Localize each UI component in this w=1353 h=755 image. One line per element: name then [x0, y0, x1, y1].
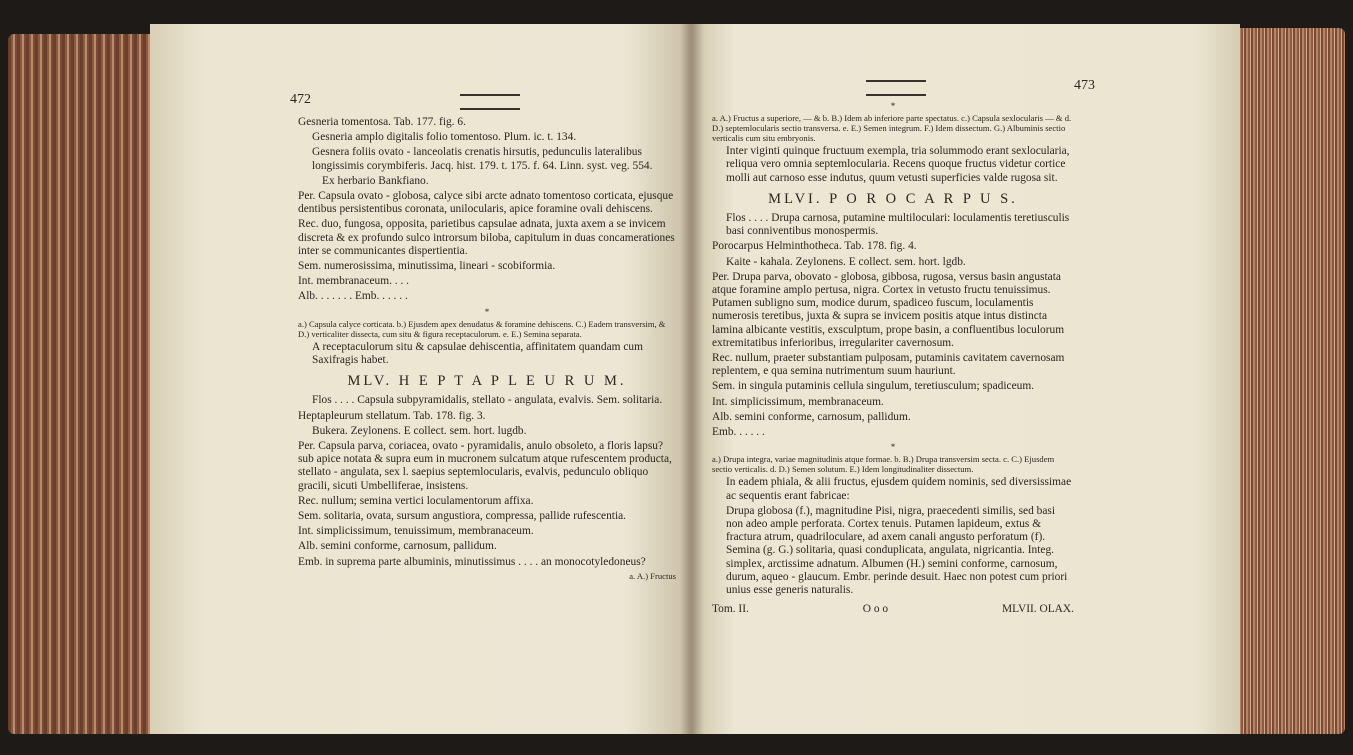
description-paragraph: Int. membranaceum. . . .: [298, 275, 410, 288]
description-paragraph: Sem. numerosissima, minutissima, lineari - scobiformia.: [298, 260, 556, 273]
section-heading: MLVI. P O R O C A R P U S.: [768, 190, 1018, 207]
description-paragraph: Per. Drupa parva, obovato - globosa, gibbosa, rugosa, versus basin angustata atque foramine amplo pertusa, nigra. Cortex in vetusto fructu tenuissimus. Putamen subligno sum, modice durum, spadiceo fuscum, loculamentis numerosis teretibus, juxta & supra se invicem positis atque intus distincta lamina albicante vestitis, exsculptum, prope basin, a confluentibus loculorum extremitatibus inferioribus, irregulariter cavernosum.: [712, 270, 1065, 349]
left-page-edges: [8, 34, 158, 734]
description-paragraph: Rec. duo, fungosa, opposita, parietibus capsulae adnata, juxta axem a se invicem discreta & ex profundo sulco introrsum biloba, capitulum in duas concamerationes inter se communicantes dispertientia.: [298, 218, 675, 257]
description-paragraph: Emb. . . . . .: [712, 426, 765, 439]
description-paragraph: Int. simplicissimum, tenuissimum, membranaceum.: [298, 525, 534, 538]
genus-diagnosis: Flos . . . . Drupa carnosa, putamine multiloculari: loculamentis teretiusculis basi conniventibus monospermis.: [726, 212, 1070, 238]
asterisk-divider: *: [890, 101, 896, 111]
source-line: Ex herbario Bankfiano.: [322, 174, 429, 187]
figure-note: a. A.) Fructus a superiore, — & b. B.) Idem ab inferiore parte spectatus. c.) Capsula sexlocularis — & d. D.) septemlocularis sectio transversa. e. E.) Semen integrum. F.) Idem dissectum. G.) Albuminis sectio verticalis cum situ embryonis.: [712, 113, 1072, 144]
left-column: [298, 116, 676, 583]
right-page-number: 473: [1074, 78, 1095, 93]
description-paragraph: Sem. in singula putaminis cellula singulum, teretiusculum; spadiceum.: [712, 380, 1035, 393]
description-paragraph: Int. simplicissimum, membranaceum.: [712, 395, 884, 408]
signature-mark: O o o: [862, 603, 889, 616]
synonym-line: Gesnera foliis ovato - lanceolatis crenatis hirsutis, pedunculis lateralibus longissimis corymbiferis. Jacq. hist. 179. t. 175. f. 64. Linn. syst. veg. 554.: [312, 146, 653, 172]
asterisk-divider: *: [890, 442, 896, 453]
gutter-shadow: [680, 24, 704, 734]
description-paragraph: Emb. in suprema parte albuminis, minutissimus . . . . an monocotyledoneus?: [298, 555, 646, 568]
figure-note: a.) Drupa integra, variae magnitudinis atque formae. b. B.) Drupa transversim secta. c. C.) Ejusdem sectio verticalis. d. D.) Semen solutum. E.) Idem longitudinaliter dissectum.: [712, 454, 1055, 475]
species-title: Porocarpus Helminthotheca. Tab. 178. fig. 4.: [712, 240, 917, 253]
species-title: Heptapleurum stellatum. Tab. 178. fig. 3.: [298, 409, 486, 422]
right-page-edges: [1230, 28, 1345, 734]
section-heading: MLV. H E P T A P L E U R U M.: [347, 373, 627, 390]
catchword: a. A.) Fructus: [629, 570, 676, 581]
remark-paragraph: In eadem phiala, & alii fructus, ejusdem quidem nominis, sed diversissimae ac sequentis erant fabricae:: [726, 476, 1072, 502]
genus-diagnosis: Flos . . . . Capsula subpyramidalis, stellato - angulata, evalvis. Sem. solitaria.: [312, 394, 663, 407]
description-paragraph: Alb. . . . . . . Emb. . . . . .: [298, 290, 408, 303]
description-paragraph: Sem. solitaria, ovata, sursum angustiora, compressa, pallide rufescentia.: [298, 510, 627, 523]
page-footer: [712, 603, 1074, 616]
figure-note: a.) Capsula calyce corticata. b.) Ejusdem apex denudatus & foramine dehiscens. C.) Eadem transversim, & D.) verticaliter dissecta, cum situ & figura receptaculorum. e. E.) Semina separata.: [298, 318, 666, 339]
source-line: Kaite - kahala. Zeylonens. E collect. sem. hort. lgdb.: [726, 255, 966, 268]
description-paragraph: Per. Capsula ovato - globosa, calyce sibi arcte adnato tomentoso corticata, ejusque dentibus persistentibus coronata, unilocularis, apice foramine ovali dehiscens.: [298, 190, 674, 216]
remark-paragraph: Inter viginti quinque fructuum exempla, tria solummodo erant sexlocularia, reliqua vero omnia septemlocularia. Recens quoque fructus videtur cortice molli aut carnoso esse indutus, quum vetusti superficies valde rugosa sit.: [726, 145, 1070, 184]
description-paragraph: Rec. nullum; semina vertici loculamentorum affixa.: [298, 494, 534, 507]
volume-label: Tom. II.: [712, 603, 749, 616]
description-paragraph: Drupa globosa (f.), magnitudine Pisi, nigra, praecedenti similis, sed basi non adeo ample perforata. Cortex tenuis. Putamen lapideum, extus & fractura atrum, quadriloculare, ad axem canali angusto perforatum (f). Semina (g. G.) solitaria, quasi conduplicata, angulata, nigricantia. Integ. simplex, arctissime adnatum. Albumen (H.) semini conforme, carnosum, durum, aqueo - glaucum. Embr. perinde desuit. Haec non potest cum priori unius esse generis naturalis.: [726, 504, 1068, 597]
book-spread: [0, 14, 1353, 744]
entry-title: Gesneria tomentosa. Tab. 177. fig. 6.: [298, 116, 466, 128]
right-header-ornament: [866, 80, 926, 96]
description-paragraph: Per. Capsula parva, coriacea, ovato - pyramidalis, anulo obsoleto, a floris lapsu? sub apice notata & supra eum in mucronem sulcatum atque rufescentem producta, stellato - angulata, sex l. saepius septemlocularis, evalvis, pedunculo obliquo gracili, sicuti Umbelliferae, insistens.: [298, 440, 672, 492]
description-paragraph: Alb. semini conforme, carnosum, pallidum.: [712, 410, 911, 423]
left-page-number: 472: [290, 92, 311, 107]
left-header-ornament: [460, 94, 520, 110]
remark-paragraph: A receptaculorum situ & capsulae dehiscentia, affinitatem quandam cum Saxifragis habet.: [312, 340, 643, 367]
synonym-line: Gesneria amplo digitalis folio tomentoso. Plum. ic. t. 134.: [312, 131, 577, 144]
right-column: [712, 100, 1074, 617]
catchword: MLVII. OLAX.: [1001, 603, 1074, 616]
source-line: Bukera. Zeylonens. E collect. sem. hort. lugdb.: [312, 424, 527, 437]
description-paragraph: Alb. semini conforme, carnosum, pallidum.: [298, 540, 497, 553]
description-paragraph: Rec. nullum, praeter substantiam pulposam, putaminis cavitatem cavernosam replentem, e qua semina nutrimentum suum hauriunt.: [712, 352, 1065, 378]
asterisk-divider: *: [484, 306, 490, 317]
